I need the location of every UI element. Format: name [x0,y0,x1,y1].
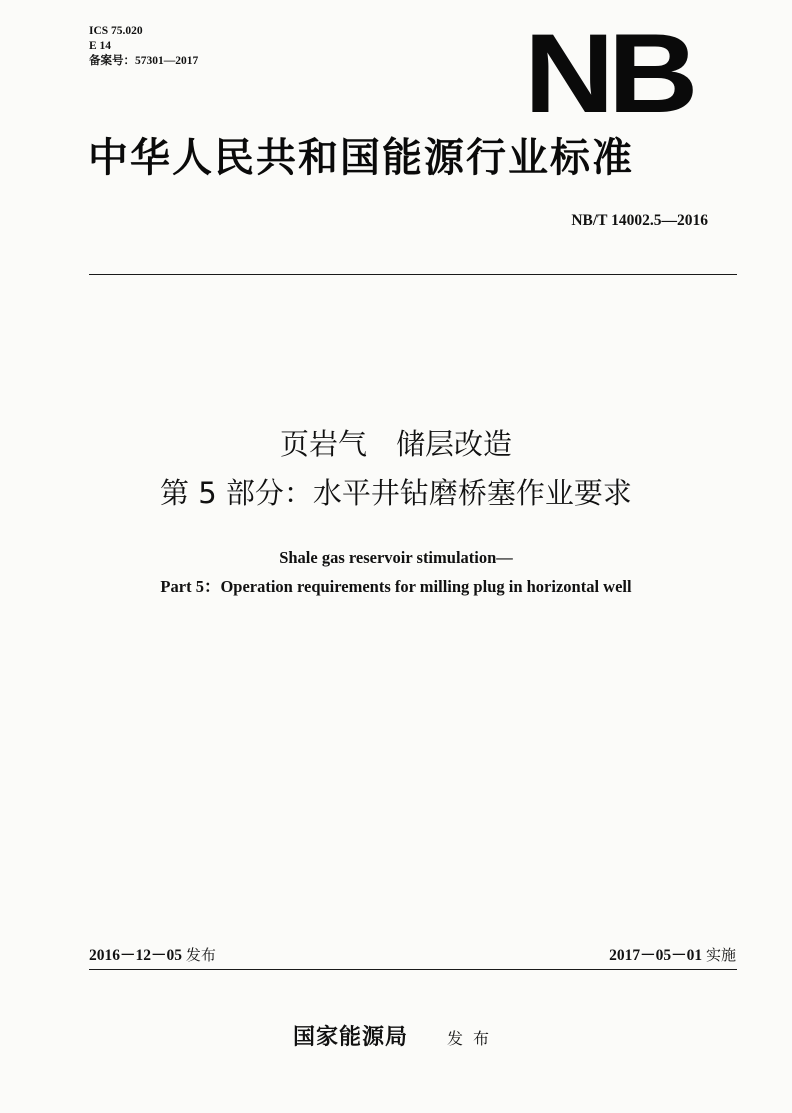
ics-code: ICS 75.020 [89,25,143,37]
publisher-name: 国家能源局 [292,1025,408,1050]
implementation-date [609,943,736,965]
chinese-title-line-1: 页岩气 储层改造 [279,427,512,461]
issue-date-value: 2016－12－05 [89,947,183,964]
standard-number: NB/T 14002.5—2016 [571,212,708,229]
ccs-code: E 14 [89,40,112,52]
implementation-date-label: 实施 [705,946,736,964]
top-divider [89,274,737,275]
nb-logo: NB [524,11,692,136]
issue-date-label: 发布 [185,946,216,964]
organization-title: 中华人民共和国能源行业标准 [88,135,634,181]
english-title-line-1: Shale gas reservoir stimulation— [279,548,513,567]
filing-number: 备案号：57301—2017 [89,55,199,67]
classification-block [89,24,198,69]
publisher-verb: 发布 [447,1029,500,1048]
issue-date [89,943,216,965]
chinese-title-line-2: 第 5 部分：水平井钻磨桥塞作业要求 [160,476,632,510]
english-title-line-2: Part 5：Operation requirements for milling plug in horizontal well [160,577,632,596]
publisher-line [0,1020,792,1051]
implementation-date-value: 2017－05－01 [609,947,703,964]
bottom-divider [89,969,737,970]
